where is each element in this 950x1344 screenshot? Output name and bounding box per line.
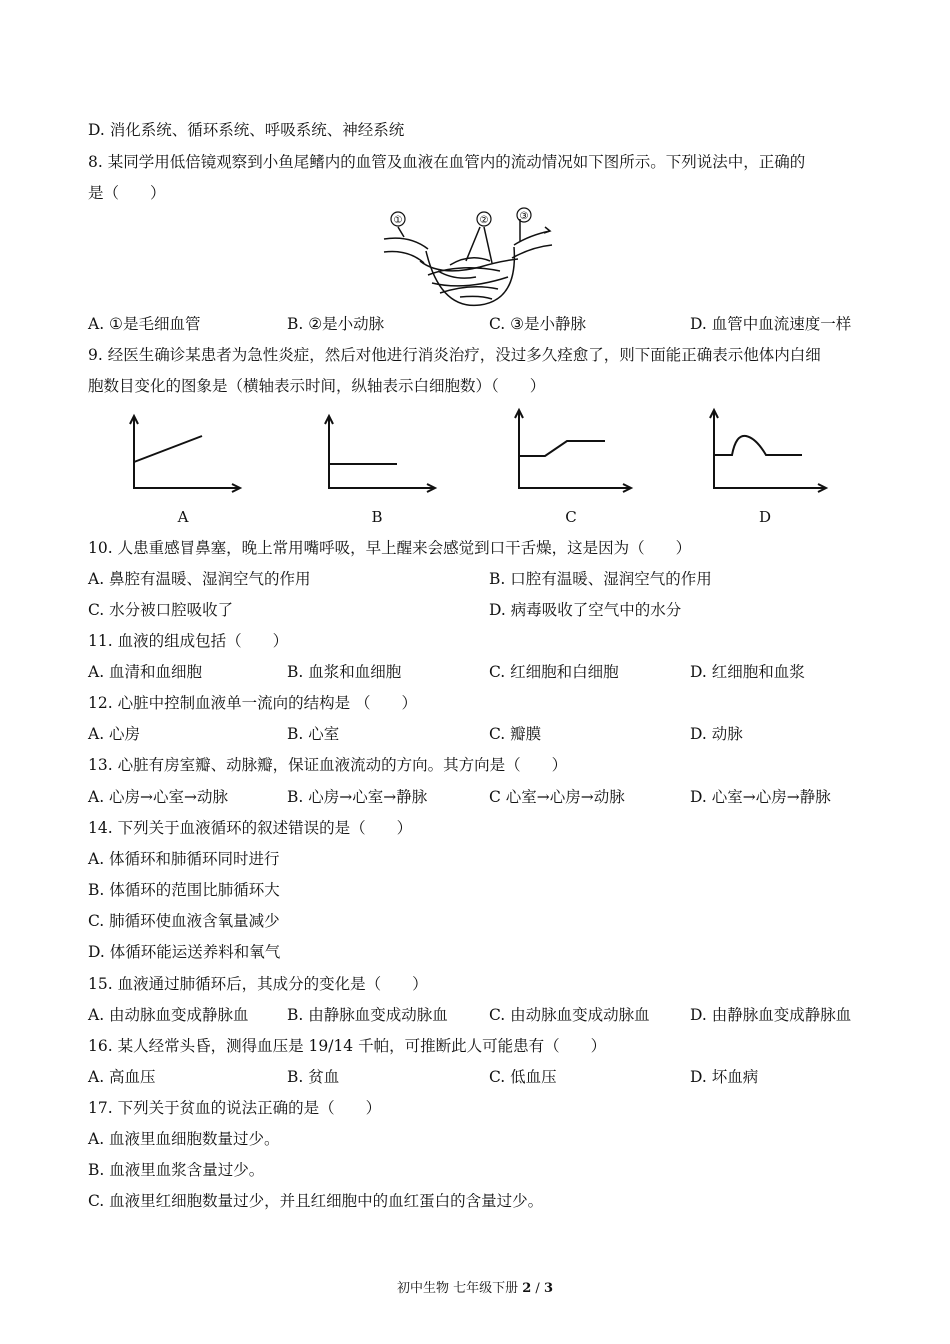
q17-option-a[interactable]: A. 血液里血细胞数量过少。: [88, 1130, 280, 1148]
q12-option-c[interactable]: C. 瓣膜: [489, 725, 542, 743]
page-footer: [0, 1277, 950, 1296]
q9-stem-line2: 胞数目变化的图象是（横轴表示时间，纵轴表示白细胞数）（ ）: [88, 377, 546, 395]
q12-option-b[interactable]: B. 心室: [287, 725, 340, 743]
q9-graph-label-b: B: [371, 508, 383, 526]
q10-option-c[interactable]: C. 水分被口腔吸收了: [88, 601, 234, 619]
q8-option-c[interactable]: C. ③是小静脉: [489, 315, 587, 333]
q15-option-c[interactable]: C. 由动脉血变成动脉血: [489, 1006, 650, 1024]
q9-graph-label-d: D: [758, 508, 772, 526]
q17-stem: 17. 下列关于贫血的说法正确的是（ ）: [88, 1099, 382, 1117]
q11-option-a[interactable]: A. 血清和血细胞: [88, 663, 203, 681]
q10-option-b[interactable]: B. 口腔有温暖、湿润空气的作用: [489, 570, 712, 588]
q14-stem: 14. 下列关于血液循环的叙述错误的是（ ）: [88, 819, 413, 837]
q9-stem-line1: 9. 经医生确诊某患者为急性炎症，然后对他进行消炎治疗，没过多久痊愈了，则下面能正确表示他体内白细: [88, 346, 821, 364]
q10-option-d[interactable]: D. 病毒吸收了空气中的水分: [489, 601, 682, 619]
q9-graph-a[interactable]: [120, 410, 245, 500]
q8-option-b[interactable]: B. ②是小动脉: [287, 315, 385, 333]
footer-text: 初中生物 七年级下册: [396, 1281, 523, 1296]
q16-option-b[interactable]: B. 贫血: [287, 1068, 340, 1086]
footer-page-number: 2: [522, 1281, 532, 1296]
q9-graph-label-c: C: [565, 508, 577, 526]
q10-stem: 10. 人患重感冒鼻塞，晚上常用嘴呼吸，早上醒来会感觉到口干舌燥，这是因为（ ）: [88, 539, 692, 557]
q13-option-b[interactable]: B. 心房→心室→静脉: [287, 788, 428, 806]
q8-stem-line1: 8. 某同学用低倍镜观察到小鱼尾鳍内的血管及血液在血管内的流动情况如下图所示。下列说法中，正确的: [88, 153, 806, 171]
q14-option-d[interactable]: D. 体循环能运送养料和氧气: [88, 943, 281, 961]
q7-option-d: D. 消化系统、循环系统、呼吸系统、神经系统: [88, 121, 405, 139]
q14-option-a[interactable]: A. 体循环和肺循环同时进行: [88, 850, 280, 868]
q15-option-b[interactable]: B. 由静脉血变成动脉血: [287, 1006, 448, 1024]
q8-label-2: ②: [479, 215, 489, 226]
footer-separator: /: [531, 1281, 544, 1296]
q14-option-b[interactable]: B. 体循环的范围比肺循环大: [88, 881, 280, 899]
q13-option-c[interactable]: C 心室→心房→动脉: [489, 788, 625, 806]
q16-stem: 16. 某人经常头昏，测得血压是 19/14 千帕，可推断此人可能患有（ ）: [88, 1037, 607, 1055]
footer-page-total: 3: [543, 1281, 553, 1296]
q9-graph-c[interactable]: [505, 404, 635, 500]
q15-option-d[interactable]: D. 由静脉血变成静脉血: [690, 1006, 852, 1024]
q9-graph-b[interactable]: [315, 410, 440, 500]
q9-graph-label-a: A: [177, 508, 189, 526]
q16-option-a[interactable]: A. 高血压: [88, 1068, 156, 1086]
q11-stem: 11. 血液的组成包括（ ）: [88, 632, 289, 650]
q17-option-c[interactable]: C. 血液里红细胞数量过少，并且红细胞中的血红蛋白的含量过少。: [88, 1192, 544, 1210]
q12-stem: 12. 心脏中控制血液单一流向的结构是 （ ）: [88, 694, 418, 712]
q8-label-3: ③: [519, 211, 529, 222]
q15-stem: 15. 血液通过肺循环后，其成分的变化是（ ）: [88, 975, 428, 993]
q10-option-a[interactable]: A. 鼻腔有温暖、湿润空气的作用: [88, 570, 311, 588]
q16-option-c[interactable]: C. 低血压: [489, 1068, 557, 1086]
q8-option-a[interactable]: A. ①是毛细血管: [88, 315, 201, 333]
q13-option-d[interactable]: D. 心室→心房→静脉: [690, 788, 831, 806]
q15-option-a[interactable]: A. 由动脉血变成静脉血: [88, 1006, 249, 1024]
q8-stem-line2: 是（ ）: [88, 184, 166, 202]
q8-label-1: ①: [393, 215, 403, 226]
q11-option-c[interactable]: C. 红细胞和白细胞: [489, 663, 619, 681]
q13-option-a[interactable]: A. 心房→心室→动脉: [88, 788, 229, 806]
q9-graph-d[interactable]: [700, 404, 830, 500]
q13-stem: 13. 心脏有房室瓣、动脉瓣，保证血液流动的方向。其方向是（ ）: [88, 756, 568, 774]
q17-option-b[interactable]: B. 血液里血浆含量过少。: [88, 1161, 265, 1179]
q16-option-d[interactable]: D. 坏血病: [690, 1068, 759, 1086]
q12-option-a[interactable]: A. 心房: [88, 725, 141, 743]
q8-blood-vessel-figure: [380, 205, 555, 313]
q8-option-d[interactable]: D. 血管中血流速度一样: [690, 315, 852, 333]
q11-option-d[interactable]: D. 红细胞和血浆: [690, 663, 805, 681]
q12-option-d[interactable]: D. 动脉: [690, 725, 743, 743]
q11-option-b[interactable]: B. 血浆和血细胞: [287, 663, 402, 681]
q14-option-c[interactable]: C. 肺循环使血液含氧量减少: [88, 912, 280, 930]
